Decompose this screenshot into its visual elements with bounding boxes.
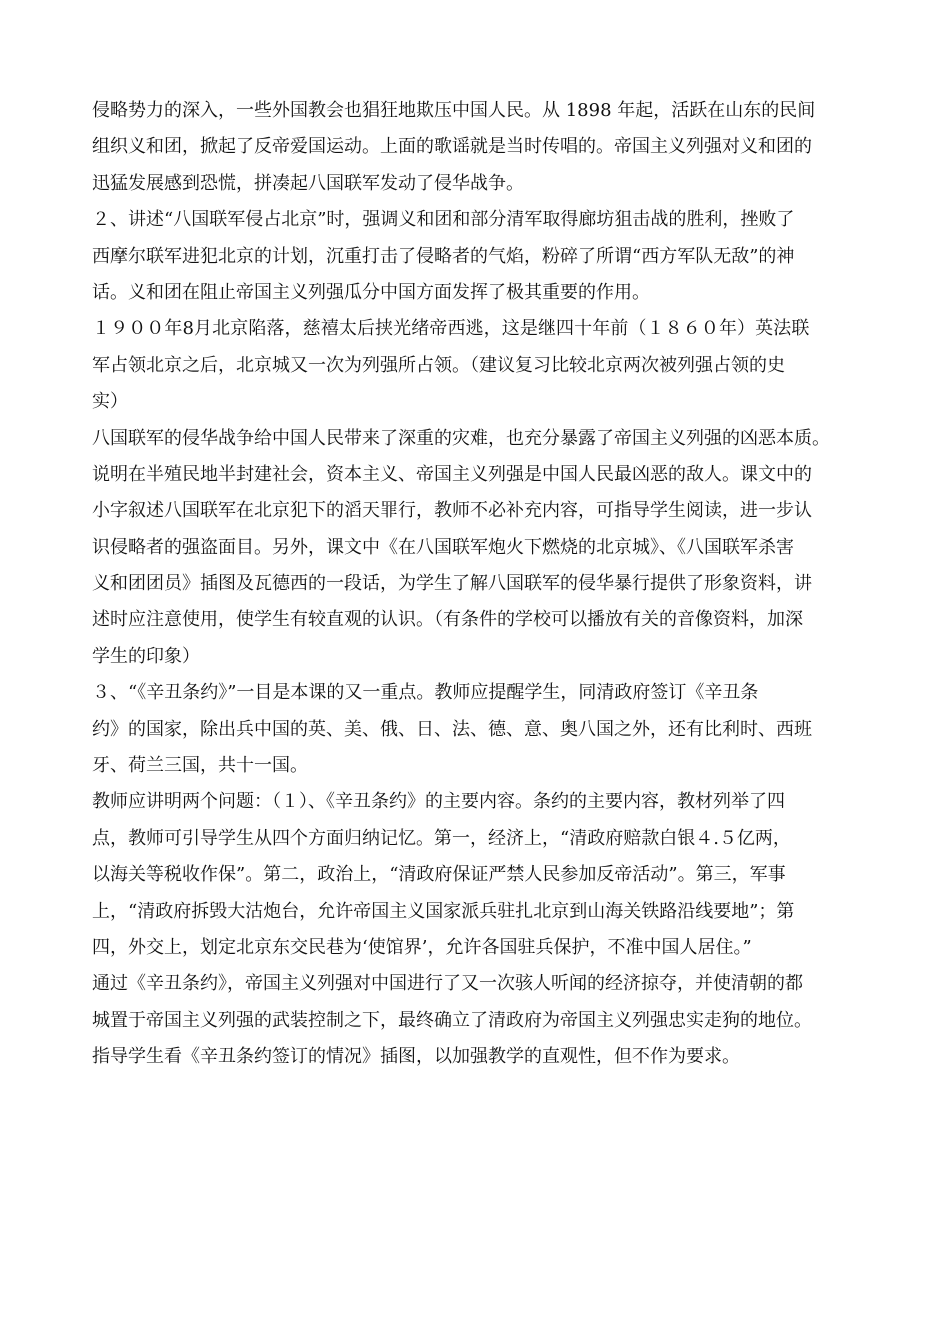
text-line: 侵略势力的深入，一些外国教会也猖狂地欺压中国人民。从 1898 年起，活跃在山东的民间 <box>92 100 816 121</box>
text-line: 牙、荷兰三国，共十一国。 <box>92 755 308 777</box>
text-line: 小字叙述八国联军在北京犯下的滔天罪行，教师不必补充内容，可指导学生阅读，进一步认 <box>92 500 812 522</box>
text-line: 述时应注意使用，使学生有较直观的认识。（有条件的学校可以播放有关的音像资料，加深 <box>92 609 803 631</box>
document-body <box>92 93 868 1076</box>
text-line: 以海关等税收作保”。第二，政治上，“清政府保证严禁人民参加反帝活动”。第三，军事 <box>92 864 786 886</box>
text-line: ２、讲述“八国联军侵占北京”时，强调义和团和部分清军取得廊坊狙击战的胜利，挫败了 <box>92 209 795 231</box>
text-line: 组织义和团，掀起了反帝爱国运动。上面的歌谣就是当时传唱的。帝国主义列强对义和团的 <box>92 136 812 158</box>
text-line: 通过《辛丑条约》，帝国主义列强对中国进行了又一次骇人听闻的经济掠夺，并使清朝的都 <box>92 973 803 995</box>
text-line: 话。义和团在阻止帝国主义列强瓜分中国方面发挥了极其重要的作用。 <box>92 281 650 303</box>
text-line: １９００年8月北京陷落，慈禧太后挟光绪帝西逃，这是继四十年前（１８６０年）英法联 <box>92 318 810 340</box>
text-line: 迅猛发展感到恐慌，拼凑起八国联军发动了侵华战争。 <box>92 172 524 194</box>
text-line: 四，外交上，划定北京东交民巷为‘使馆界’，允许各国驻兵保护，不准中国人居住。” <box>92 936 752 958</box>
text-line: 点，教师可引导学生从四个方面归纳记忆。第一，经济上，“清政府赔款白银４.５亿两， <box>92 827 791 849</box>
text-line: 八国联军的侵华战争给中国人民带来了深重的灾难，也充分暴露了帝国主义列强的凶恶本质。 <box>92 427 830 449</box>
text-line: 指导学生看《辛丑条约签订的情况》插图，以加强教学的直观性，但不作为要求。 <box>92 1046 740 1068</box>
text-line: 说明在半殖民地半封建社会，资本主义、帝国主义列强是中国人民最凶恶的敌人。课文中的 <box>92 463 812 485</box>
text-line: 上，“清政府拆毁大沽炮台，允许帝国主义国家派兵驻扎北京到山海关铁路沿线要地”；第 <box>92 900 795 922</box>
text-line: 义和团团员》插图及瓦德西的一段话，为学生了解八国联军的侵华暴行提供了形象资料，讲 <box>92 573 812 595</box>
text-line: 学生的印象） <box>92 645 200 667</box>
text-line: ３、“《辛丑条约》”一目是本课的又一重点。教师应提醒学生，同清政府签订《辛丑条 <box>92 682 759 704</box>
text-line: 教师应讲明两个问题：（１）、《辛丑条约》的主要内容。条约的主要内容，教材列举了四 <box>92 791 785 813</box>
text-line: 城置于帝国主义列强的武装控制之下，最终确立了清政府为帝国主义列强忠实走狗的地位。 <box>92 1009 812 1031</box>
text-line: 军占领北京之后，北京城又一次为列强所占领。（建议复习比较北京两次被列强占领的史 <box>92 354 785 376</box>
text-line: 实） <box>92 391 128 413</box>
text-line: 识侵略者的强盗面目。另外，课文中《在八国联军炮火下燃烧的北京城》、《八国联军杀害 <box>92 536 794 558</box>
text-line: 西摩尔联军进犯北京的计划，沉重打击了侵略者的气焰，粉碎了所谓“西方军队无敌”的神 <box>92 245 795 267</box>
text-line: 约》的国家，除出兵中国的英、美、俄、日、法、德、意、奥八国之外，还有比利时、西班 <box>92 718 812 740</box>
